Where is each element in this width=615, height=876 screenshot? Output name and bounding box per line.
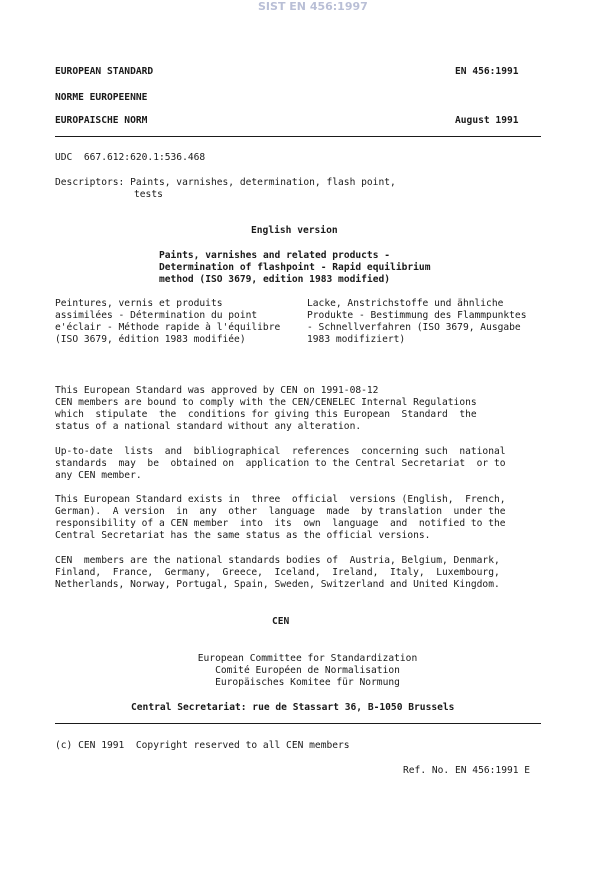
- title-en-line-2: Determination of flashpoint - Rapid equilibrium: [159, 262, 431, 273]
- title-de-line-2: Produkte - Bestimmung des Flammpunktes: [307, 310, 527, 321]
- cen-abbreviation: CEN: [272, 616, 290, 627]
- members-paragraph-line-2: Finland, France, Germany, Greece, Iceland, Ireland, Italy, Luxembourg,: [55, 567, 500, 578]
- title-en-line-3: method (ISO 3679, edition 1983 modified): [159, 274, 391, 285]
- lists-paragraph-line-2: standards may be obtained on application to the Central Secretariat or to: [55, 458, 506, 469]
- copyright-notice: (c) CEN 1991 Copyright reserved to all CEN members: [55, 740, 350, 751]
- header-european-standard: EUROPEAN STANDARD: [55, 66, 154, 77]
- footer-rule: [55, 723, 541, 724]
- title-en-line-1: Paints, varnishes and related products -: [159, 250, 391, 261]
- udc-line: UDC 667.612:620.1:536.468: [55, 152, 206, 163]
- title-fr-line-4: (ISO 3679, édition 1983 modifiée): [55, 334, 246, 345]
- members-paragraph-line-3: Netherlands, Norway, Portugal, Spain, Sweden, Switzerland and United Kingdom.: [55, 579, 500, 590]
- versions-paragraph-line-4: Central Secretariat has the same status as the official versions.: [55, 530, 431, 541]
- approval-paragraph-line-2: CEN members are bound to comply with the CEN/CENELEC Internal Regulations: [55, 397, 477, 408]
- descriptors-line-2: tests: [134, 189, 163, 200]
- version-label: English version: [251, 225, 338, 236]
- watermark: SIST EN 456:1997: [258, 0, 368, 13]
- approval-paragraph-line-1: This European Standard was approved by CEN on 1991-08-12: [55, 385, 379, 396]
- approval-paragraph-line-4: status of a national standard without any alteration.: [55, 421, 362, 432]
- title-fr-line-1: Peintures, vernis et produits: [55, 298, 223, 309]
- versions-paragraph-line-3: responsibility of a CEN member into its own language and notified to the: [55, 518, 506, 529]
- cen-name-en: European Committee for Standardization: [197, 653, 418, 664]
- title-de-line-1: Lacke, Anstrichstoffe und ähnliche: [307, 298, 504, 309]
- header-date: August 1991: [455, 115, 519, 126]
- header-europaische-norm: EUROPAISCHE NORM: [55, 115, 148, 126]
- members-paragraph-line-1: CEN members are the national standards bodies of Austria, Belgium, Denmark,: [55, 555, 500, 566]
- reference-number: Ref. No. EN 456:1991 E: [403, 765, 531, 776]
- title-fr-line-2: assimilées - Détermination du point: [55, 310, 258, 321]
- descriptors-line-1: Descriptors: Paints, varnishes, determination, flash point,: [55, 177, 396, 188]
- header-standard-number: EN 456:1991: [455, 66, 519, 77]
- lists-paragraph-line-1: Up-to-date lists and bibliographical references concerning such national: [55, 446, 506, 457]
- approval-paragraph-line-3: which stipulate the conditions for giving this European Standard the: [55, 409, 477, 420]
- title-fr-line-3: e'éclair - Méthode rapide à l'équilibre: [55, 322, 281, 333]
- cen-name-fr: Comité Européen de Normalisation: [215, 665, 400, 676]
- lists-paragraph-line-3: any CEN member.: [55, 470, 142, 481]
- title-de-line-3: - Schnellverfahren (ISO 3679, Ausgabe: [307, 322, 521, 333]
- central-secretariat-address: Central Secretariat: rue de Stassart 36, B-1050 Brussels: [131, 702, 455, 713]
- header-norme-europeenne: NORME EUROPEENNE: [55, 92, 148, 103]
- cen-name-de: Europäisches Komitee für Normung: [215, 677, 400, 688]
- versions-paragraph-line-2: German). A version in any other language made by translation under the: [55, 506, 506, 517]
- versions-paragraph-line-1: This European Standard exists in three official versions (English, French,: [55, 494, 506, 505]
- header-rule: [55, 136, 541, 137]
- title-de-line-4: 1983 modifiziert): [307, 334, 406, 345]
